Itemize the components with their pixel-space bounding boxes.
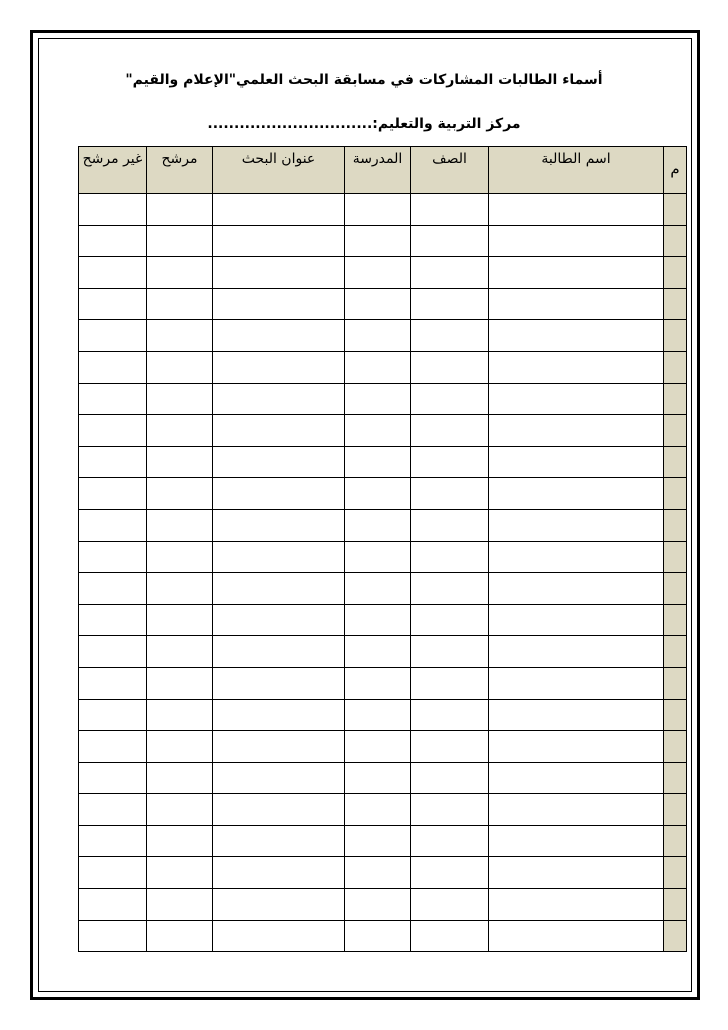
table-header-row: [79, 147, 687, 194]
cell-not-nominated[interactable]: [79, 257, 147, 289]
table-row: [79, 857, 687, 889]
header-not-nominated: غير مرشح: [79, 147, 147, 194]
cell-student-name[interactable]: [489, 383, 664, 415]
cell-student-name[interactable]: [489, 857, 664, 889]
cell-research-title[interactable]: [213, 573, 345, 605]
cell-nominated[interactable]: [147, 920, 213, 952]
table-row: [79, 667, 687, 699]
cell-student-name[interactable]: [489, 478, 664, 510]
cell-school[interactable]: [345, 857, 411, 889]
cell-student-name[interactable]: [489, 288, 664, 320]
cell-nominated[interactable]: [147, 288, 213, 320]
table-row: [79, 889, 687, 921]
cell-not-nominated[interactable]: [79, 288, 147, 320]
header-research-title: عنوان البحث: [213, 147, 345, 194]
cell-not-nominated[interactable]: [79, 541, 147, 573]
cell-not-nominated[interactable]: [79, 509, 147, 541]
cell-school[interactable]: [345, 225, 411, 257]
cell-grade[interactable]: [411, 415, 489, 447]
cell-nominated[interactable]: [147, 573, 213, 605]
cell-number[interactable]: [664, 636, 687, 668]
table-row: [79, 415, 687, 447]
cell-grade[interactable]: [411, 478, 489, 510]
cell-research-title[interactable]: [213, 351, 345, 383]
cell-student-name[interactable]: [489, 351, 664, 383]
cell-school[interactable]: [345, 604, 411, 636]
cell-number[interactable]: [664, 794, 687, 826]
cell-not-nominated[interactable]: [79, 446, 147, 478]
cell-school[interactable]: [345, 636, 411, 668]
cell-school[interactable]: [345, 731, 411, 763]
cell-school[interactable]: [345, 920, 411, 952]
cell-not-nominated[interactable]: [79, 604, 147, 636]
cell-number[interactable]: [664, 351, 687, 383]
cell-not-nominated[interactable]: [79, 383, 147, 415]
cell-grade[interactable]: [411, 320, 489, 352]
cell-number[interactable]: [664, 509, 687, 541]
cell-student-name[interactable]: [489, 762, 664, 794]
table-row: [79, 573, 687, 605]
cell-nominated[interactable]: [147, 731, 213, 763]
cell-school[interactable]: [345, 509, 411, 541]
cell-grade[interactable]: [411, 351, 489, 383]
cell-number[interactable]: [664, 889, 687, 921]
header-number: م: [664, 147, 687, 194]
cell-grade[interactable]: [411, 194, 489, 226]
cell-research-title[interactable]: [213, 889, 345, 921]
cell-student-name[interactable]: [489, 731, 664, 763]
cell-school[interactable]: [345, 288, 411, 320]
cell-research-title[interactable]: [213, 288, 345, 320]
cell-not-nominated[interactable]: [79, 667, 147, 699]
cell-research-title[interactable]: [213, 478, 345, 510]
cell-grade[interactable]: [411, 794, 489, 826]
document-subtitle: مركز التربية والتعليم:...............................: [207, 116, 521, 132]
cell-student-name[interactable]: [489, 509, 664, 541]
cell-school[interactable]: [345, 825, 411, 857]
cell-number[interactable]: [664, 731, 687, 763]
table-body: [79, 194, 687, 952]
cell-school[interactable]: [345, 194, 411, 226]
cell-school[interactable]: [345, 699, 411, 731]
cell-number[interactable]: [664, 446, 687, 478]
cell-student-name[interactable]: [489, 667, 664, 699]
cell-not-nominated[interactable]: [79, 699, 147, 731]
cell-grade[interactable]: [411, 446, 489, 478]
cell-number[interactable]: [664, 667, 687, 699]
table-row: [79, 257, 687, 289]
cell-research-title[interactable]: [213, 731, 345, 763]
cell-school[interactable]: [345, 667, 411, 699]
table-row: [79, 478, 687, 510]
cell-not-nominated[interactable]: [79, 573, 147, 605]
cell-research-title[interactable]: [213, 699, 345, 731]
cell-not-nominated[interactable]: [79, 731, 147, 763]
cell-nominated[interactable]: [147, 509, 213, 541]
cell-grade[interactable]: [411, 573, 489, 605]
cell-not-nominated[interactable]: [79, 857, 147, 889]
cell-research-title[interactable]: [213, 383, 345, 415]
cell-student-name[interactable]: [489, 446, 664, 478]
cell-not-nominated[interactable]: [79, 194, 147, 226]
cell-not-nominated[interactable]: [79, 825, 147, 857]
table-row: [79, 288, 687, 320]
table-row: [79, 541, 687, 573]
cell-grade[interactable]: [411, 225, 489, 257]
table-row: [79, 731, 687, 763]
cell-not-nominated[interactable]: [79, 478, 147, 510]
cell-research-title[interactable]: [213, 762, 345, 794]
cell-nominated[interactable]: [147, 320, 213, 352]
cell-research-title[interactable]: [213, 509, 345, 541]
cell-nominated[interactable]: [147, 351, 213, 383]
cell-nominated[interactable]: [147, 857, 213, 889]
cell-nominated[interactable]: [147, 478, 213, 510]
cell-nominated[interactable]: [147, 667, 213, 699]
table-row: [79, 762, 687, 794]
cell-school[interactable]: [345, 889, 411, 921]
cell-research-title[interactable]: [213, 446, 345, 478]
document-title: أسماء الطالبات المشاركات في مسابقة البحث العلمي"الإعلام والقيم": [125, 72, 603, 88]
cell-number[interactable]: [664, 762, 687, 794]
cell-student-name[interactable]: [489, 604, 664, 636]
cell-student-name[interactable]: [489, 794, 664, 826]
cell-grade[interactable]: [411, 920, 489, 952]
cell-research-title[interactable]: [213, 857, 345, 889]
cell-grade[interactable]: [411, 541, 489, 573]
cell-grade[interactable]: [411, 731, 489, 763]
cell-grade[interactable]: [411, 699, 489, 731]
cell-nominated[interactable]: [147, 415, 213, 447]
cell-nominated[interactable]: [147, 762, 213, 794]
cell-number[interactable]: [664, 288, 687, 320]
cell-not-nominated[interactable]: [79, 636, 147, 668]
cell-grade[interactable]: [411, 257, 489, 289]
cell-student-name[interactable]: [489, 636, 664, 668]
table-row: [79, 320, 687, 352]
cell-research-title[interactable]: [213, 794, 345, 826]
cell-number[interactable]: [664, 257, 687, 289]
cell-research-title[interactable]: [213, 257, 345, 289]
cell-student-name[interactable]: [489, 920, 664, 952]
cell-number[interactable]: [664, 415, 687, 447]
cell-nominated[interactable]: [147, 699, 213, 731]
cell-research-title[interactable]: [213, 320, 345, 352]
cell-number[interactable]: [664, 383, 687, 415]
cell-nominated[interactable]: [147, 446, 213, 478]
table-row: [79, 509, 687, 541]
cell-grade[interactable]: [411, 604, 489, 636]
table-row: [79, 383, 687, 415]
cell-number[interactable]: [664, 541, 687, 573]
cell-grade[interactable]: [411, 288, 489, 320]
cell-school[interactable]: [345, 257, 411, 289]
cell-student-name[interactable]: [489, 825, 664, 857]
cell-grade[interactable]: [411, 383, 489, 415]
cell-research-title[interactable]: [213, 636, 345, 668]
header-nominated: مرشح: [147, 147, 213, 194]
table-row: [79, 604, 687, 636]
cell-number[interactable]: [664, 857, 687, 889]
cell-school[interactable]: [345, 794, 411, 826]
cell-nominated[interactable]: [147, 194, 213, 226]
cell-grade[interactable]: [411, 889, 489, 921]
cell-nominated[interactable]: [147, 257, 213, 289]
cell-student-name[interactable]: [489, 415, 664, 447]
cell-grade[interactable]: [411, 667, 489, 699]
cell-number[interactable]: [664, 604, 687, 636]
cell-school[interactable]: [345, 320, 411, 352]
cell-student-name[interactable]: [489, 699, 664, 731]
cell-nominated[interactable]: [147, 825, 213, 857]
cell-school[interactable]: [345, 351, 411, 383]
cell-research-title[interactable]: [213, 225, 345, 257]
cell-student-name[interactable]: [489, 541, 664, 573]
cell-student-name[interactable]: [489, 257, 664, 289]
table-row: [79, 351, 687, 383]
table-row: [79, 920, 687, 952]
cell-grade[interactable]: [411, 509, 489, 541]
participants-table: [78, 146, 687, 952]
cell-research-title[interactable]: [213, 415, 345, 447]
cell-number[interactable]: [664, 699, 687, 731]
table-row: [79, 636, 687, 668]
cell-number[interactable]: [664, 573, 687, 605]
cell-school[interactable]: [345, 762, 411, 794]
cell-research-title[interactable]: [213, 194, 345, 226]
cell-nominated[interactable]: [147, 225, 213, 257]
cell-student-name[interactable]: [489, 320, 664, 352]
cell-student-name[interactable]: [489, 889, 664, 921]
cell-not-nominated[interactable]: [79, 794, 147, 826]
table-row: [79, 194, 687, 226]
cell-school[interactable]: [345, 573, 411, 605]
table-row: [79, 825, 687, 857]
cell-research-title[interactable]: [213, 920, 345, 952]
cell-number[interactable]: [664, 920, 687, 952]
cell-research-title[interactable]: [213, 541, 345, 573]
cell-school[interactable]: [345, 541, 411, 573]
table-row: [79, 794, 687, 826]
cell-grade[interactable]: [411, 636, 489, 668]
cell-grade[interactable]: [411, 825, 489, 857]
cell-grade[interactable]: [411, 762, 489, 794]
cell-grade[interactable]: [411, 857, 489, 889]
cell-nominated[interactable]: [147, 383, 213, 415]
cell-nominated[interactable]: [147, 541, 213, 573]
cell-number[interactable]: [664, 225, 687, 257]
cell-nominated[interactable]: [147, 889, 213, 921]
cell-nominated[interactable]: [147, 794, 213, 826]
cell-number[interactable]: [664, 825, 687, 857]
table-row: [79, 446, 687, 478]
cell-number[interactable]: [664, 478, 687, 510]
header-school: المدرسة: [345, 147, 411, 194]
cell-not-nominated[interactable]: [79, 415, 147, 447]
table-row: [79, 699, 687, 731]
cell-school[interactable]: [345, 383, 411, 415]
cell-nominated[interactable]: [147, 636, 213, 668]
cell-not-nominated[interactable]: [79, 920, 147, 952]
cell-number[interactable]: [664, 194, 687, 226]
cell-not-nominated[interactable]: [79, 889, 147, 921]
cell-not-nominated[interactable]: [79, 762, 147, 794]
cell-nominated[interactable]: [147, 604, 213, 636]
cell-student-name[interactable]: [489, 194, 664, 226]
cell-school[interactable]: [345, 478, 411, 510]
cell-number[interactable]: [664, 320, 687, 352]
cell-student-name[interactable]: [489, 225, 664, 257]
table-row: [79, 225, 687, 257]
cell-research-title[interactable]: [213, 604, 345, 636]
header-grade: الصف: [411, 147, 489, 194]
cell-research-title[interactable]: [213, 667, 345, 699]
header-student-name: اسم الطالبة: [489, 147, 664, 194]
cell-research-title[interactable]: [213, 825, 345, 857]
cell-school[interactable]: [345, 415, 411, 447]
cell-school[interactable]: [345, 446, 411, 478]
cell-not-nominated[interactable]: [79, 320, 147, 352]
cell-not-nominated[interactable]: [79, 225, 147, 257]
cell-student-name[interactable]: [489, 573, 664, 605]
cell-not-nominated[interactable]: [79, 351, 147, 383]
